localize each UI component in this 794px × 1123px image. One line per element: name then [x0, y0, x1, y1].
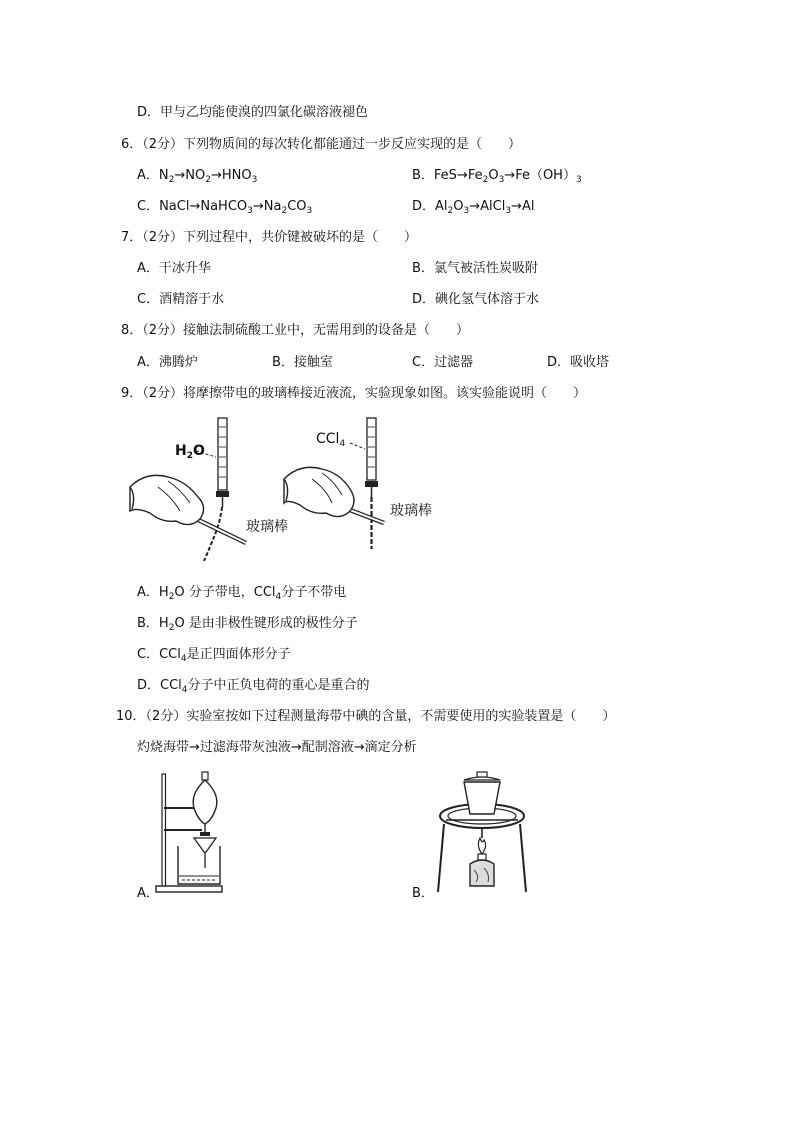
q7-option-b: B．氯气被活性炭吸附: [412, 261, 538, 276]
q9-option-c: C．CCl$_4$是正四面体形分子: [137, 647, 291, 664]
q8-option-a: A．沸腾炉: [137, 355, 198, 370]
q7-stem: 7．（2分）下列过程中，共价键被破坏的是（ ）: [121, 230, 418, 245]
q10-option-b-label: B．: [412, 886, 434, 901]
q9-label-rod-left: 玻璃棒: [246, 519, 288, 535]
q9-label-rod-right: 玻璃棒: [390, 503, 432, 519]
q9-figure-water: [128, 415, 268, 565]
q6-option-b: B．$FeS\to Fe_2O_3\to Fe(OH)_3$: [412, 168, 582, 185]
q6-option-a: A．$N_2\to NO_2\to HNO_3$: [137, 168, 258, 185]
q9-option-a: A．$H_2O$ 分子带电，CCl$_4$分子不带电: [137, 585, 347, 602]
q6-stem: 6．（2分）下列物质间的每次转化都能通过一步反应实现的是（ ）: [121, 137, 522, 152]
q10-option-a-label: A．: [137, 886, 159, 901]
q7-option-c: C．酒精溶于水: [137, 292, 225, 307]
q9-option-b: B．$H_2O$ 是由非极性键形成的极性分子: [137, 616, 358, 633]
q8-option-d: D．吸收塔: [547, 355, 610, 370]
q8-stem: 8．（2分）接触法制硫酸工业中，无需用到的设备是（ ）: [121, 323, 470, 338]
q9-label-h2o: $H_2O$: [175, 443, 205, 461]
q9-stem: 9．（2分）将摩擦带电的玻璃棒接近液流，实验现象如图。该实验能说明（ ）: [121, 386, 587, 401]
q6-option-c: C．$NaCl\to NaHCO_3\to Na_2CO_3$: [137, 199, 313, 216]
q9-option-d: D．CCl$_4$分子中正负电荷的重心是重合的: [137, 678, 370, 695]
q10-figure-a-filtration: [150, 768, 230, 896]
q6-option-d: D．$Al_2O_3\to AlCl_3\to Al$: [412, 199, 535, 216]
q7-option-d: D．碘化氢气体溶于水: [412, 292, 540, 307]
q7-option-a: A．干冰升华: [137, 261, 211, 276]
q8-option-b: B．接触室: [272, 355, 333, 370]
q9-label-ccl4: CCl$_4$: [316, 431, 346, 449]
q8-option-c: C．过滤器: [412, 355, 474, 370]
q5-option-d: D．甲与乙均能使溴的四氯化碳溶液褪色: [137, 105, 369, 120]
q10-stem: 10．（2分）实验室按如下过程测量海带中碘的含量，不需要使用的实验装置是（ ）: [116, 709, 616, 724]
q10-figure-b-crucible: [432, 768, 532, 894]
q10-process: 灼烧海带→过滤海带灰浊液→配制溶液→滴定分析: [137, 740, 417, 755]
